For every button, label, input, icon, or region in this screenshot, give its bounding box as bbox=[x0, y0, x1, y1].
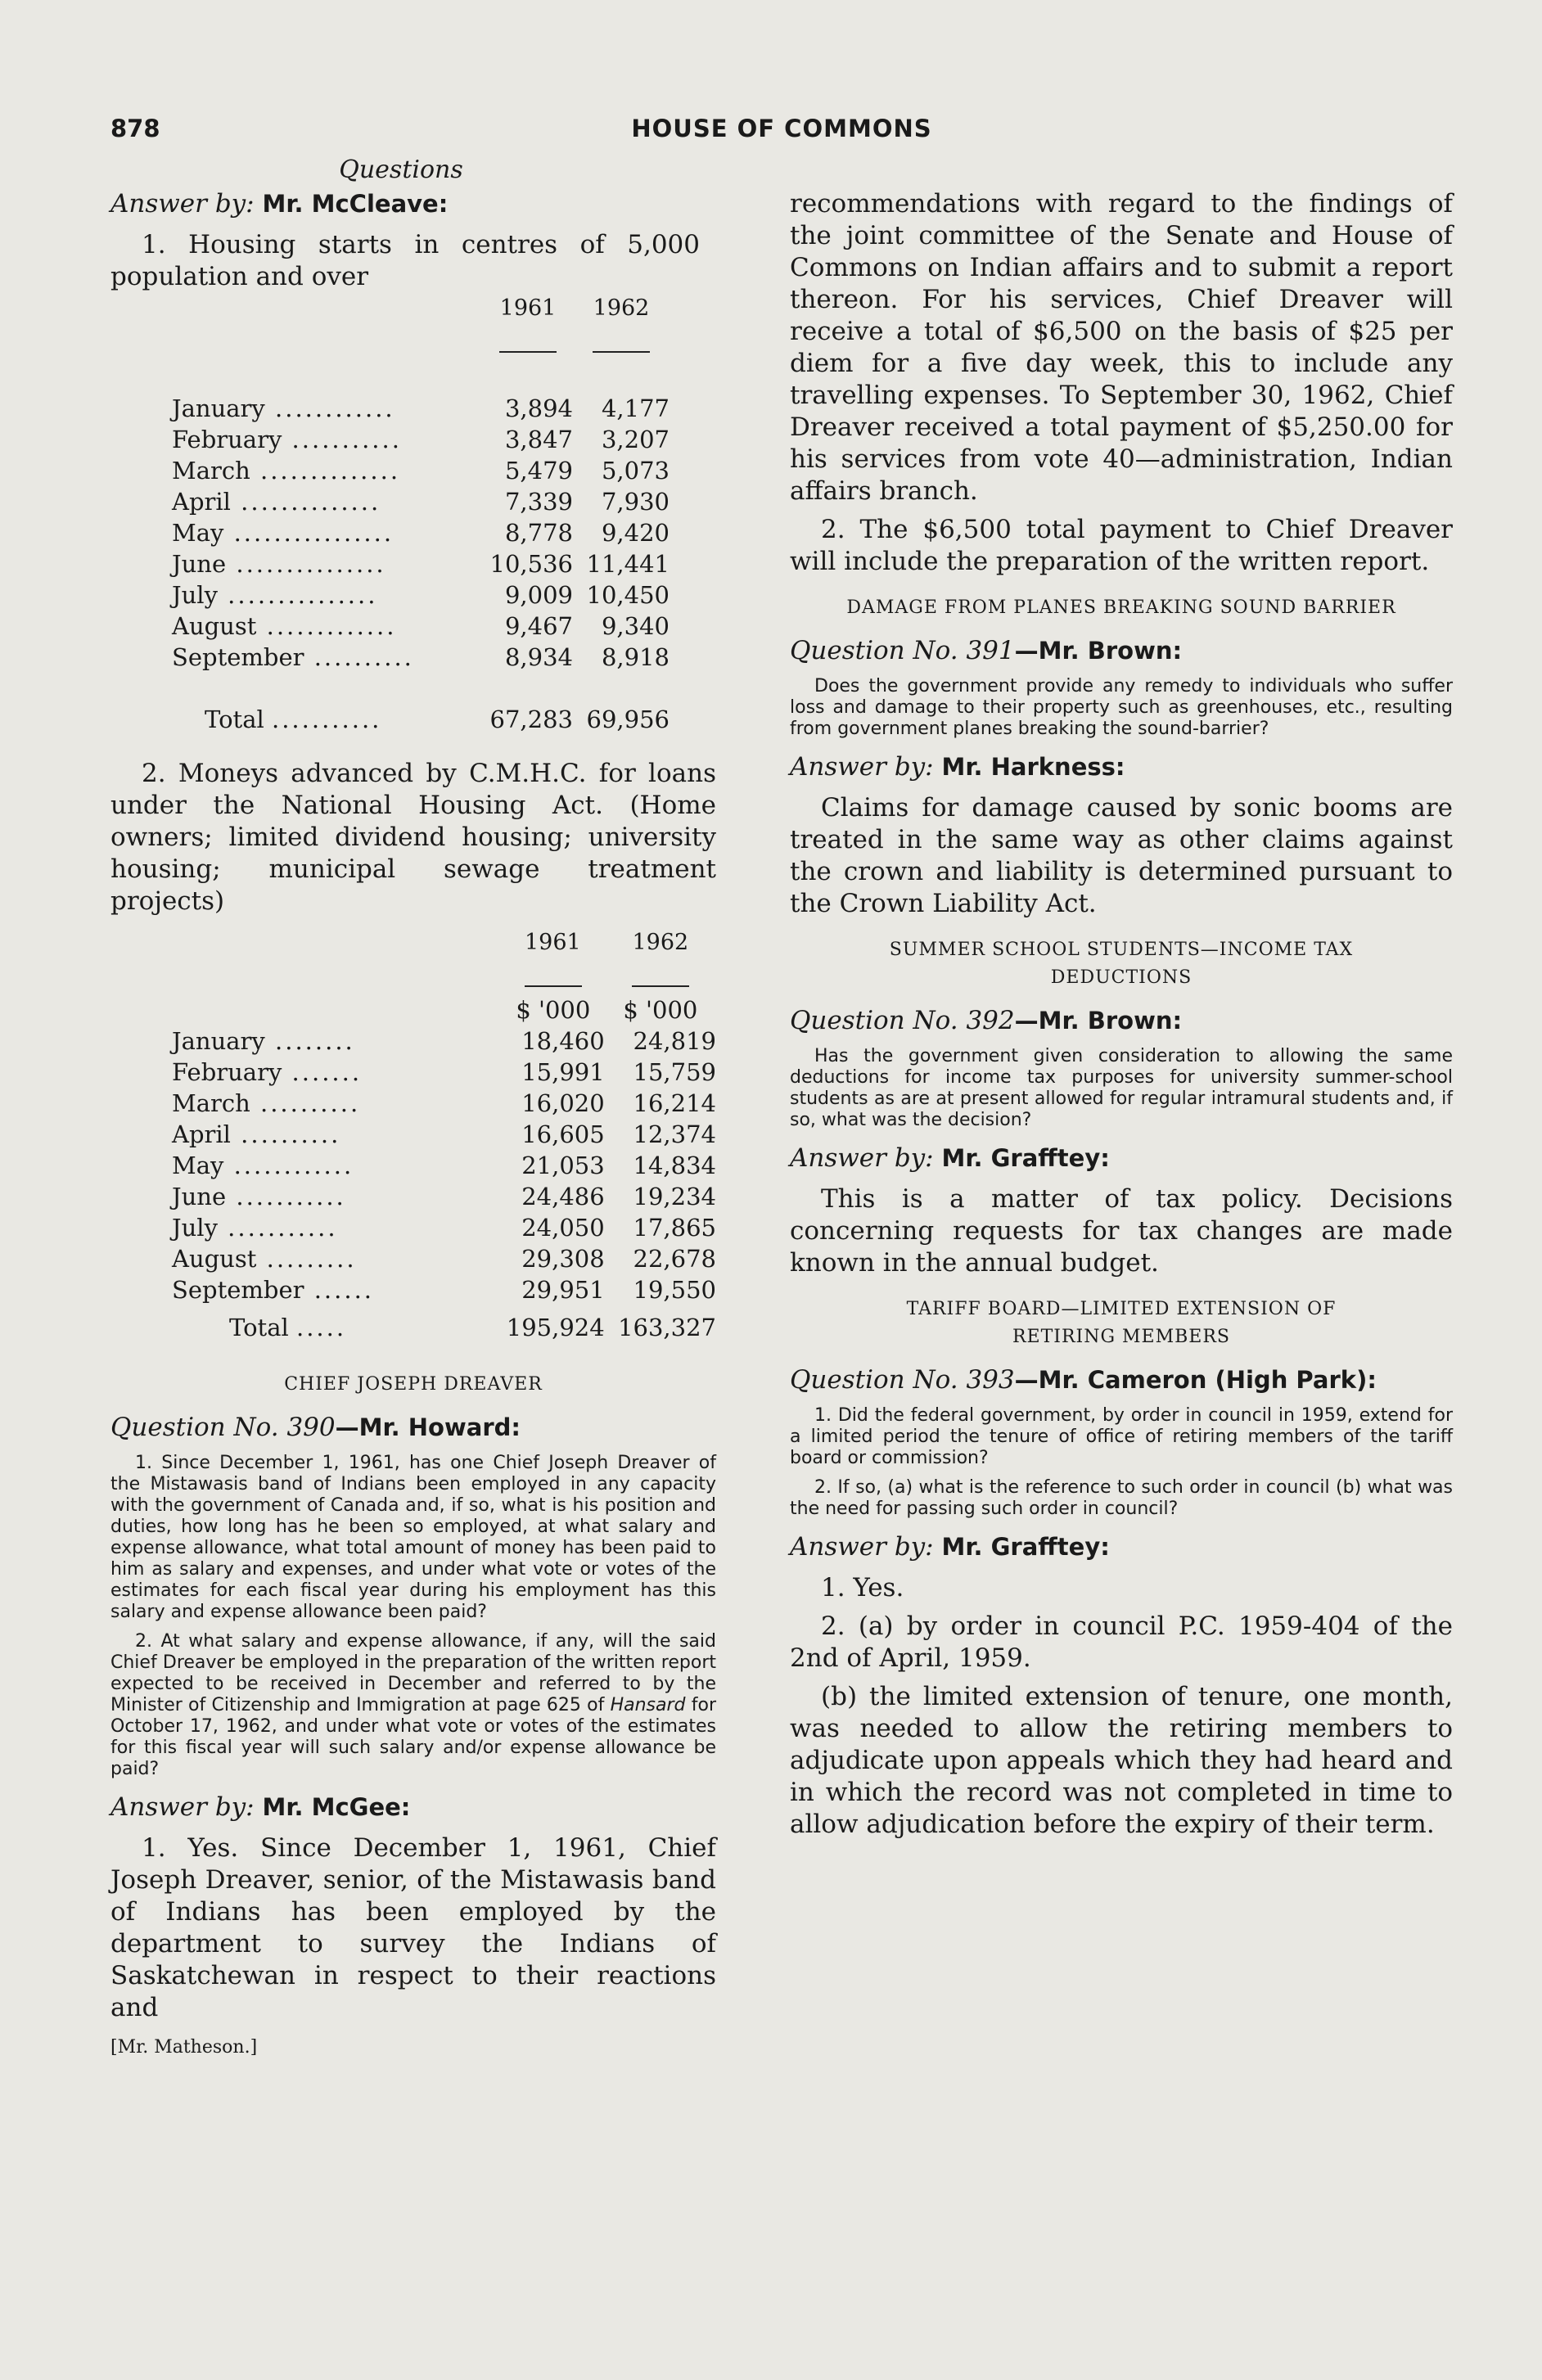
question-text: Does the government provide any remedy to individuals who suffer loss and damage to their property such as greenhouses, etc., resulting from government planes breaking the sound-barrier? bbox=[790, 676, 1453, 739]
section-title: SUMMER SCHOOL STUDENTS—INCOME TAX DEDUCTIONS bbox=[889, 940, 1354, 988]
row-month: February ........... bbox=[172, 426, 402, 453]
answer-text: Claims for damage caused by sonic booms are treated in the same way as other claims against the crown and liability is determined pursuant to the Crown Liability Act. bbox=[790, 793, 1453, 918]
question-heading bbox=[790, 1364, 1453, 1395]
column-rule bbox=[499, 351, 557, 353]
row-value: 21,053 bbox=[521, 1152, 605, 1179]
year-header: 1962 bbox=[632, 930, 689, 955]
page-header bbox=[110, 115, 1453, 151]
moneys-rows bbox=[110, 1025, 716, 1305]
row-value: 18,460 bbox=[521, 1027, 605, 1055]
row-month: March .......... bbox=[172, 1089, 361, 1117]
table-header-row bbox=[110, 295, 670, 329]
row-value: 5,073 bbox=[601, 457, 670, 485]
question-number: Question No. 392 bbox=[790, 1006, 1015, 1035]
answer-text: 1. Yes. Since December 1, 1961, Chief Joseph Dreaver, senior, of the Mistawasis band of Indians has been employed by the department to survey the Indians of Saskatchewan in respect to their reactions and bbox=[110, 1833, 716, 2022]
housing-rows bbox=[110, 393, 670, 673]
table-row bbox=[110, 1243, 716, 1274]
unit-label: $ '000 bbox=[516, 996, 591, 1024]
housing-starts-table bbox=[110, 295, 670, 735]
answer-heading bbox=[790, 1143, 1453, 1174]
row-month: July ........... bbox=[172, 1214, 338, 1242]
page-title: HOUSE OF COMMONS bbox=[631, 115, 932, 142]
year-header: 1961 bbox=[524, 930, 581, 955]
row-value: 15,759 bbox=[633, 1058, 716, 1086]
table-row bbox=[110, 1088, 716, 1119]
answer-text: 2. (a) by order in council P.C. 1959-404 of the 2nd of April, 1959. bbox=[790, 1611, 1453, 1673]
row-month: September ...... bbox=[172, 1276, 375, 1304]
table-row bbox=[110, 1212, 716, 1243]
answer-continuation: recommendations with regard to the findings of the joint committee of the Senate and House of Commons on Indian affairs and to submit a report thereon. For his services, Chief Dreaver will receive a total of $6,500 on the basis of $25 per diem for a five day week, this to include any travelling expenses. To September 30, 1962, Chief Dreaver received a total payment of $5,250.00 for his services from vote 40—administration, Indian affairs branch. bbox=[790, 189, 1453, 506]
section-subheading: Questions bbox=[339, 156, 463, 184]
row-value: 8,934 bbox=[504, 643, 573, 671]
table-row bbox=[110, 393, 670, 424]
row-value: 5,479 bbox=[504, 457, 573, 485]
row-value: 24,486 bbox=[521, 1183, 605, 1210]
total-value: 69,956 bbox=[586, 705, 670, 733]
row-value: 8,918 bbox=[601, 643, 670, 671]
question-number: Question No. 391 bbox=[790, 636, 1015, 665]
table-total-row: Total ........... 67,283 69,956 bbox=[205, 705, 670, 733]
page-footer: [Mr. Matheson.] bbox=[110, 2037, 258, 2058]
answer-label: Answer by: bbox=[790, 1532, 934, 1562]
row-value: 16,020 bbox=[521, 1089, 605, 1117]
row-month: May ............ bbox=[172, 1152, 354, 1179]
table-row bbox=[110, 611, 670, 642]
section-title: TARIFF BOARD—LIMITED EXTENSION OF RETIRING MEMBERS bbox=[906, 1299, 1337, 1347]
table-header-row bbox=[110, 929, 716, 963]
year-header: 1961 bbox=[499, 295, 557, 321]
row-month: January ............ bbox=[172, 394, 395, 422]
answer-text: This is a matter of tax policy. Decisions concerning requests for tax changes are made known in the annual budget. bbox=[790, 1184, 1453, 1278]
row-value: 3,894 bbox=[504, 394, 573, 422]
moneys-intro: 2. Moneys advanced by C.M.H.C. for loans under the National Housing Act. (Home owners; limited dividend housing; university housing; municipal sewage treatment projects) bbox=[110, 759, 716, 916]
row-value: 11,441 bbox=[586, 550, 670, 578]
row-value: 15,991 bbox=[521, 1058, 605, 1086]
question-member: —Mr. Cameron (High Park): bbox=[1014, 1366, 1377, 1394]
question-text: 2. At what salary and expense allowance, if any, will the said Chief Dreaver be employed in the preparation of the written report expected to be received in December and referred to by the Minister of Citizenship and Immigration at page 625 of Hansard for October 17, 1962, and under what vote or votes of the estimates for this fiscal year will such salary and/or expense allowance be paid? bbox=[110, 1631, 716, 1779]
row-month: May ................ bbox=[172, 519, 395, 547]
table-row bbox=[110, 517, 670, 548]
row-value: 9,009 bbox=[504, 581, 573, 609]
answer-heading bbox=[110, 188, 716, 219]
question-heading bbox=[110, 1412, 716, 1443]
row-value: 12,374 bbox=[633, 1120, 716, 1148]
row-value: 9,467 bbox=[504, 612, 573, 640]
row-value: 7,339 bbox=[504, 488, 573, 516]
answer-label: Answer by: bbox=[790, 1143, 934, 1173]
moneys-advanced-table bbox=[110, 929, 716, 1350]
question-text: Has the government given consideration to allowing the same deductions for income tax purposes for university summer-school students as are at present allowed for regular intramural students and, if so, what was the decision? bbox=[790, 1046, 1453, 1130]
year-header: 1962 bbox=[593, 295, 650, 321]
table-total-row: Total ..... 195,924 163,327 bbox=[110, 1305, 716, 1350]
total-value: 67,283 bbox=[489, 705, 573, 733]
answer-heading bbox=[790, 751, 1453, 782]
total-value: 163,327 bbox=[618, 1314, 716, 1341]
row-month: August ......... bbox=[172, 1245, 357, 1273]
units-row bbox=[110, 994, 716, 1025]
row-month: July ............... bbox=[172, 581, 378, 609]
question-member: —Mr. Howard: bbox=[335, 1413, 521, 1441]
row-month: February ....... bbox=[172, 1058, 363, 1086]
table-row bbox=[110, 1150, 716, 1181]
table-row bbox=[110, 1025, 716, 1057]
question-member: —Mr. Brown: bbox=[1014, 637, 1183, 665]
table-row bbox=[110, 424, 670, 455]
column-rule bbox=[632, 985, 689, 987]
row-value: 29,951 bbox=[521, 1276, 605, 1304]
answer-label: Answer by: bbox=[110, 189, 255, 219]
answer-text: 1. Yes. bbox=[821, 1573, 904, 1602]
row-value: 24,819 bbox=[633, 1027, 716, 1055]
row-value: 19,550 bbox=[633, 1276, 716, 1304]
question-heading bbox=[790, 635, 1453, 666]
row-month: April .......... bbox=[172, 1120, 341, 1148]
row-month: August ............. bbox=[172, 612, 397, 640]
question-heading bbox=[790, 1005, 1453, 1036]
row-value: 8,778 bbox=[504, 519, 573, 547]
answer-name: Mr. McGee: bbox=[262, 1793, 411, 1821]
row-value: 17,865 bbox=[633, 1214, 716, 1242]
row-month: January ........ bbox=[172, 1027, 355, 1055]
answer-label: Answer by: bbox=[790, 752, 934, 782]
answer-continuation: 2. The $6,500 total payment to Chief Dreaver will include the preparation of the written report. bbox=[790, 515, 1453, 576]
answer-heading bbox=[110, 1792, 716, 1823]
column-rule bbox=[525, 985, 582, 987]
right-column bbox=[790, 188, 1453, 1847]
table-row bbox=[110, 579, 670, 611]
page-number: 878 bbox=[110, 115, 160, 142]
row-value: 10,536 bbox=[489, 550, 573, 578]
row-value: 4,177 bbox=[601, 394, 670, 422]
section-title: DAMAGE FROM PLANES BREAKING SOUND BARRIER bbox=[846, 597, 1396, 618]
row-value: 9,420 bbox=[601, 519, 670, 547]
row-value: 7,930 bbox=[601, 488, 670, 516]
row-month: September .......... bbox=[172, 643, 414, 671]
table-row bbox=[110, 1181, 716, 1212]
answer-name: Mr. McCleave: bbox=[262, 190, 449, 218]
row-month: June ............... bbox=[172, 550, 386, 578]
row-value: 3,847 bbox=[504, 426, 573, 453]
row-month: April .............. bbox=[172, 488, 381, 516]
answer-text: (b) the limited extension of tenure, one month, was needed to allow the retiring members to adjudicate upon appeals which they had heard and in which the record was not completed in time to allow adjudication before the expiry of their term. bbox=[790, 1682, 1453, 1839]
row-value: 14,834 bbox=[633, 1152, 716, 1179]
column-rule bbox=[593, 351, 650, 353]
question-text: 1. Did the federal government, by order in council in 1959, extend for a limited period the tenure of office of retiring members of the tariff board or commission? bbox=[790, 1405, 1453, 1468]
row-value: 9,340 bbox=[601, 612, 670, 640]
total-label: Total bbox=[229, 1314, 289, 1341]
question-text: 2. If so, (a) what is the reference to such order in council (b) what was the need for passing such order in council? bbox=[790, 1477, 1453, 1519]
answer-name: Mr. Harkness: bbox=[941, 753, 1125, 781]
answer-heading bbox=[790, 1531, 1453, 1562]
question-text: 1. Since December 1, 1961, has one Chief Joseph Dreaver of the Mistawasis band of Indians been employed in any capacity with the government of Canada and, if so, what is his position and duties, how long has he been so employed, at what salary and expense allowance, what total amount of money has been paid to him as salary and expenses, and under what vote or votes of the estimates for each fiscal year during his employment has this salary and expense allowance been paid? bbox=[110, 1453, 716, 1622]
row-value: 16,214 bbox=[633, 1089, 716, 1117]
total-label: Total bbox=[205, 705, 264, 733]
table-row bbox=[110, 455, 670, 486]
row-value: 22,678 bbox=[633, 1245, 716, 1273]
row-value: 3,207 bbox=[601, 426, 670, 453]
table-row bbox=[110, 486, 670, 517]
unit-label: $ '000 bbox=[623, 996, 698, 1024]
answer-label: Answer by: bbox=[110, 1792, 255, 1822]
row-value: 10,450 bbox=[586, 581, 670, 609]
row-value: 19,234 bbox=[633, 1183, 716, 1210]
answer-name: Mr. Grafftey: bbox=[941, 1144, 1110, 1172]
table-row bbox=[110, 1119, 716, 1150]
row-month: June ........... bbox=[172, 1183, 346, 1210]
question-member: —Mr. Brown: bbox=[1014, 1007, 1183, 1034]
table-row bbox=[110, 1057, 716, 1088]
row-value: 24,050 bbox=[521, 1214, 605, 1242]
left-column bbox=[110, 188, 716, 2058]
question-number: Question No. 390 bbox=[110, 1413, 336, 1442]
row-value: 16,605 bbox=[521, 1120, 605, 1148]
row-value: 29,308 bbox=[521, 1245, 605, 1273]
table-row bbox=[110, 548, 670, 579]
housing-intro: 1. Housing starts in centres of 5,000 population and over bbox=[110, 230, 700, 291]
table-row bbox=[110, 642, 670, 673]
question-number: Question No. 393 bbox=[790, 1365, 1015, 1395]
table-row bbox=[110, 1274, 716, 1305]
answer-name: Mr. Grafftey: bbox=[941, 1533, 1110, 1561]
section-title: CHIEF JOSEPH DREAVER bbox=[284, 1374, 543, 1395]
row-month: March .............. bbox=[172, 457, 401, 485]
total-value: 195,924 bbox=[506, 1314, 605, 1341]
